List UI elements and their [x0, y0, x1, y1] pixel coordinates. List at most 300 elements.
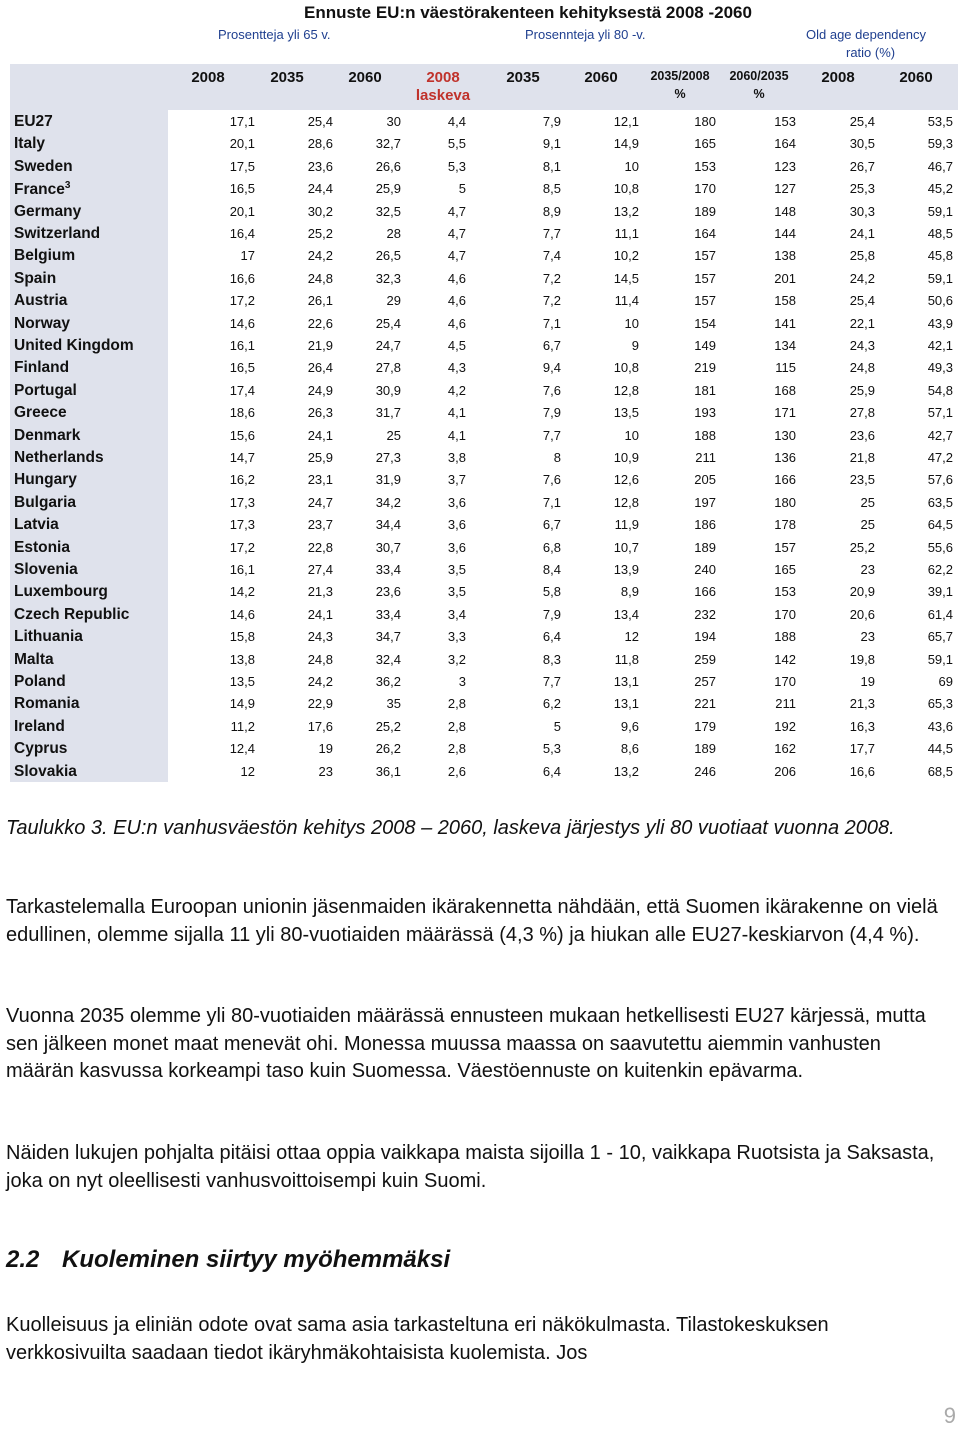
table-cell: 48,5	[927, 226, 953, 241]
table-cell: 157	[694, 293, 716, 309]
table-cell: 50,6	[927, 293, 953, 309]
table-cell: 19,8	[849, 651, 875, 667]
table-cell: 24,8	[307, 270, 333, 286]
country-name	[14, 449, 104, 467]
table-cell: 130	[774, 427, 796, 443]
group-label-65: Prosentteja yli 65 v.	[218, 27, 331, 42]
table-cell: 6,4	[542, 629, 561, 645]
table-cell: 23,6	[375, 584, 401, 600]
table-cell: 30,3	[849, 203, 875, 219]
table-cell: 6,7	[542, 338, 561, 353]
table-cell: 22,1	[849, 315, 875, 331]
table-cell: 16,5	[229, 181, 255, 197]
table-cell: 16,1	[229, 562, 255, 577]
table-cell: 165	[694, 136, 716, 152]
table-cell: 8,6	[620, 741, 639, 757]
table-row	[10, 715, 958, 737]
table-cell: 3,6	[447, 539, 466, 555]
table-cell: 42,1	[927, 338, 953, 353]
table-cell: 26,5	[375, 248, 401, 264]
table-cell: 17,2	[229, 539, 255, 555]
table-cell: 4,7	[447, 203, 466, 219]
country-label: Slovenia	[14, 561, 78, 578]
table-cell: 65,7	[927, 629, 953, 645]
table-cell: 24,2	[849, 270, 875, 286]
table-cell: 7,1	[542, 315, 561, 331]
table-cell: 7,4	[542, 248, 561, 264]
country-label: Portugal	[14, 381, 77, 399]
table-cell: 115	[775, 360, 796, 376]
country-name	[14, 651, 54, 669]
table-cell: 12,6	[613, 472, 639, 488]
column-header-5	[493, 66, 553, 110]
table-cell: 17,3	[229, 494, 255, 510]
table-cell: 5,3	[447, 158, 466, 174]
table-cell: 25,4	[307, 114, 333, 129]
table-cell: 10,2	[613, 248, 639, 264]
section-heading	[6, 1246, 450, 1274]
table-cell: 5,5	[447, 136, 466, 152]
table-cell: 12,8	[613, 382, 639, 398]
column-header-9	[808, 66, 868, 110]
table-row	[10, 558, 958, 580]
table-cell: 13,5	[613, 405, 639, 421]
table-cell: 25,3	[849, 181, 875, 197]
table-cell: 153	[774, 584, 796, 600]
country-label: Norway	[14, 314, 70, 332]
table-cell: 24,1	[307, 606, 333, 622]
table-cell: 2,8	[447, 741, 466, 757]
country-name	[14, 516, 59, 534]
country-label: Luxembourg	[14, 583, 108, 601]
country-label: Latvia	[14, 516, 59, 534]
table-cell: 25,2	[849, 539, 875, 555]
table-cell: 33,4	[375, 606, 401, 622]
table-cell: 4,1	[447, 427, 466, 443]
table-cell: 188	[694, 427, 716, 443]
group-label-80: Prosennteja yli 80 -v.	[525, 27, 646, 42]
table-cell: 7,9	[542, 606, 561, 622]
table-cell: 23,1	[307, 472, 333, 488]
table-row	[10, 760, 958, 782]
country-label: Czech Republic	[14, 605, 130, 623]
table-cell: 6,2	[542, 696, 561, 712]
country-label: Lithuania	[14, 628, 83, 646]
table-cell: 179	[694, 718, 716, 734]
table-cell: 6,4	[542, 763, 561, 779]
table-cell: 62,2	[927, 562, 953, 577]
table-cell: 186	[694, 517, 716, 533]
table-cell: 138	[774, 248, 796, 264]
table-cell: 43,9	[927, 315, 953, 331]
table-cell: 21,3	[307, 584, 333, 600]
table-cell: 164	[774, 136, 796, 152]
table-cell: 154	[694, 315, 716, 331]
table-cell: 16,3	[849, 718, 875, 734]
country-name	[14, 606, 129, 624]
table-row	[10, 200, 958, 222]
table-cell: 25,9	[307, 450, 333, 465]
country-label: Malta	[14, 650, 54, 668]
table-cell: 24,8	[849, 360, 875, 376]
table-cell: 17,2	[229, 293, 255, 309]
country-label: Austria	[14, 292, 68, 310]
table-cell: 158	[774, 293, 796, 309]
table-cell: 16,2	[229, 472, 255, 488]
table-cell: 23,6	[849, 427, 875, 443]
table-cell: 49,3	[927, 360, 953, 376]
country-name	[14, 427, 80, 445]
table-cell: 27,4	[307, 562, 333, 577]
table-title: Ennuste EU:n väestörakenteen kehityksestä 2008 -2060	[304, 3, 752, 22]
country-name	[14, 315, 70, 333]
paragraph-1: Tarkastelemalla Euroopan unionin jäsenmaiden ikärakennetta nähdään, että Suomen ikärakenne on vielä edullinen, olemme sijalla 11 yli 80-vuotiaiden määrässä (4,3 %) ja hiukan alle EU27-keskiarvon (4,4 %).	[6, 896, 938, 946]
table-cell: 14,6	[229, 606, 255, 622]
table-cell: 25,8	[849, 248, 875, 264]
footnote-marker: 3	[64, 180, 71, 192]
table-cell: 15,8	[229, 629, 255, 645]
table-cell: 144	[774, 226, 796, 241]
country-label: Cyprus	[14, 740, 68, 758]
table-cell: 165	[774, 562, 796, 577]
country-name	[14, 359, 69, 377]
table-caption: Taulukko 3. EU:n vanhusväestön kehitys 2008 – 2060, laskeva järjestys yli 80 vuotiaat vuonna 2008.	[6, 817, 895, 839]
table-cell: 24,2	[307, 674, 333, 689]
table-row	[10, 648, 958, 670]
country-name	[14, 203, 81, 221]
section-number: 2.2	[6, 1246, 40, 1273]
table-cell: 16,5	[229, 360, 255, 376]
table-cell: 26,2	[375, 741, 401, 757]
country-name	[14, 113, 53, 131]
country-name	[14, 404, 67, 422]
table-cell: 10	[624, 427, 639, 443]
paragraph-3: Näiden lukujen pohjalta pitäisi ottaa oppia vaikkapa maista sijoilla 1 - 10, vaikkapa Ruotsista ja Saksasta, joka on nyt oleellisesti vanhusvoittoisempi kuin Suomi.	[6, 1142, 935, 1192]
table-cell: 3,5	[447, 584, 466, 600]
table-cell: 189	[694, 741, 716, 757]
table-cell: 24,7	[307, 494, 333, 510]
country-name	[14, 740, 67, 758]
table-cell: 46,7	[927, 158, 953, 174]
table-cell: 59,1	[927, 651, 953, 667]
table-cell: 3,6	[447, 494, 466, 510]
table-cell: 13,1	[613, 696, 639, 712]
table-cell: 180	[694, 114, 716, 129]
column-header-year: 2008	[191, 69, 225, 86]
table-cell: 2,6	[447, 763, 466, 779]
table-cell: 153	[774, 114, 796, 129]
table-cell: 14,5	[613, 270, 639, 286]
table-row	[10, 491, 958, 513]
column-header-3	[335, 66, 395, 110]
table-cell: 9	[631, 338, 639, 353]
table-row	[10, 267, 958, 289]
country-name	[14, 270, 56, 288]
table-cell: 3,7	[447, 472, 466, 488]
table-cell: 20,9	[849, 584, 875, 600]
table-cell: 24,2	[307, 248, 333, 264]
country-label: Spain	[14, 269, 57, 287]
table-header-row	[10, 66, 958, 110]
table-cell: 30,9	[375, 382, 401, 398]
country-name	[14, 583, 108, 601]
table-cell: 55,6	[927, 539, 953, 555]
table-cell: 33,4	[375, 562, 401, 577]
table-cell: 10	[624, 158, 639, 174]
table-cell: 25,9	[375, 181, 401, 197]
table-row	[10, 625, 958, 647]
table-cell: 194	[694, 629, 716, 645]
table-cell: 4,6	[447, 293, 466, 309]
table-cell: 9,6	[620, 718, 639, 734]
table-cell: 17,7	[849, 741, 875, 757]
table-cell: 189	[694, 203, 716, 219]
table-cell: 14,9	[613, 136, 639, 152]
country-name	[14, 539, 70, 557]
column-header-4	[408, 66, 478, 110]
country-label: Finland	[14, 359, 70, 377]
table-cell: 10,7	[613, 539, 639, 555]
table-cell: 246	[694, 763, 716, 779]
table-cell: 4,1	[447, 405, 466, 421]
table-cell: 25	[386, 427, 401, 443]
table-cell: 149	[694, 338, 716, 353]
table-cell: 3,4	[447, 606, 466, 622]
table-cell: 4,5	[447, 338, 466, 353]
table-cell: 18,6	[229, 405, 255, 421]
table-cell: 7,6	[542, 382, 561, 398]
table-cell: 193	[694, 405, 716, 421]
table-cell: 17	[240, 248, 255, 264]
table-cell: 42,7	[927, 427, 953, 443]
table-cell: 12,8	[613, 494, 639, 510]
table-cell: 53,5	[927, 114, 953, 129]
country-label: Switzerland	[14, 225, 101, 242]
table-cell: 16,1	[229, 338, 255, 353]
table-cell: 17,4	[229, 382, 255, 398]
table-row	[10, 446, 958, 468]
table-cell: 134	[774, 338, 796, 353]
country-label: United Kingdom	[14, 337, 134, 354]
table-cell: 13,8	[229, 651, 255, 667]
table-cell: 20,6	[849, 606, 875, 622]
table-cell: 192	[774, 718, 796, 734]
table-cell: 3,5	[447, 562, 466, 577]
table-cell: 23	[860, 562, 875, 577]
table-cell: 11,2	[230, 718, 255, 734]
table-cell: 28,6	[307, 136, 333, 152]
table-cell: 14,9	[229, 696, 255, 712]
table-cell: 34,7	[375, 629, 401, 645]
table-cell: 29	[386, 293, 401, 309]
column-header-6	[571, 66, 631, 110]
table-cell: 12,1	[613, 114, 639, 129]
table-cell: 57,6	[927, 472, 953, 488]
table-cell: 24,3	[849, 338, 875, 353]
table-cell: 44,5	[927, 741, 953, 757]
table-cell: 26,4	[307, 360, 333, 376]
table-row	[10, 692, 958, 714]
table-cell: 61,4	[927, 606, 953, 622]
table-cell: 170	[774, 674, 796, 689]
country-label: Estonia	[14, 538, 70, 556]
column-header-year: 2060	[899, 69, 933, 86]
table-cell: 26,7	[849, 158, 875, 174]
table-cell: 211	[695, 450, 716, 465]
table-cell: 4,6	[447, 315, 466, 331]
paragraph-4: Kuolleisuus ja eliniän odote ovat sama asia tarkasteltuna eri näkökulmasta. Tilastokeskuksen verkkosivuilta saadaan tiedot ikäryhmäkohtaisista kuolemista. Jos	[6, 1314, 829, 1364]
table-cell: 20,1	[229, 136, 255, 152]
table-cell: 34,2	[375, 494, 401, 510]
table-cell: 4,7	[447, 226, 466, 241]
table-cell: 25,4	[849, 293, 875, 309]
column-header-10	[886, 66, 946, 110]
table-cell: 4,7	[447, 248, 466, 264]
table-row	[10, 155, 958, 177]
table-row	[10, 670, 958, 692]
country-name	[14, 673, 66, 691]
column-header-2	[257, 66, 317, 110]
column-header-year: 2035	[270, 69, 304, 86]
table-row	[10, 177, 958, 199]
country-name	[14, 763, 77, 781]
table-cell: 19	[860, 674, 875, 689]
column-header-1	[178, 66, 238, 110]
table-cell: 24,7	[375, 338, 401, 353]
table-cell: 6,8	[542, 539, 561, 555]
table-cell: 8,9	[620, 584, 639, 600]
table-cell: 25,4	[375, 315, 401, 331]
table-cell: 35	[386, 696, 401, 712]
country-name	[14, 158, 73, 176]
section-title: Kuoleminen siirtyy myöhemmäksi	[62, 1246, 451, 1273]
table-row	[10, 424, 958, 446]
table-cell: 170	[694, 181, 716, 197]
country-name	[14, 292, 67, 310]
table-cell: 69	[938, 674, 953, 689]
table-cell: 4,3	[447, 360, 466, 376]
table-cell: 240	[694, 562, 716, 577]
table-cell: 148	[774, 203, 796, 219]
table-cell: 13,2	[613, 763, 639, 779]
table-cell: 157	[694, 270, 716, 286]
table-cell: 157	[694, 248, 716, 264]
table-cell: 54,8	[927, 382, 953, 398]
table-cell: 45,8	[927, 248, 953, 264]
table-cell: 43,6	[927, 718, 953, 734]
table-cell: 24,8	[307, 651, 333, 667]
country-name	[14, 180, 70, 199]
table-cell: 65,3	[927, 696, 953, 712]
country-label: Denmark	[14, 426, 81, 444]
table-cell: 23	[860, 629, 875, 645]
table-row	[10, 513, 958, 535]
table-cell: 30,5	[849, 136, 875, 152]
table-row	[10, 222, 958, 244]
table-cell: 21,9	[307, 338, 333, 353]
table-cell: 10,8	[613, 360, 639, 376]
table-cell: 25	[860, 494, 875, 510]
table-cell: 205	[694, 472, 716, 488]
table-cell: 34,4	[375, 517, 401, 533]
table-cell: 17,3	[229, 517, 255, 533]
table-cell: 25,2	[307, 226, 333, 241]
table-cell: 162	[774, 741, 796, 757]
column-header-year: 2035/2008	[650, 69, 710, 83]
column-header-year: 2008	[426, 69, 460, 86]
table-cell: 59,3	[927, 136, 953, 152]
table-cell: 32,7	[375, 136, 401, 152]
table-cell: 27,3	[375, 450, 401, 465]
table-cell: 31,7	[375, 405, 401, 421]
country-label: Germany	[14, 202, 82, 220]
table-cell: 3,2	[447, 651, 466, 667]
table-cell: 8,5	[542, 181, 561, 197]
country-name	[14, 382, 77, 400]
table-cell: 232	[694, 606, 716, 622]
table-cell: 17,5	[229, 158, 255, 174]
table-cell: 26,6	[375, 158, 401, 174]
table-row	[10, 312, 958, 334]
country-label: Greece	[14, 404, 67, 422]
table-cell: 7,1	[542, 494, 561, 510]
table-cell: 221	[694, 696, 716, 712]
table-cell: 259	[694, 651, 716, 667]
table-cell: 11,4	[614, 293, 639, 309]
table-row	[10, 468, 958, 490]
table-cell: 30	[386, 114, 401, 129]
table-cell: 39,1	[927, 584, 953, 600]
table-row	[10, 401, 958, 423]
table-cell: 8,4	[542, 562, 561, 577]
table-cell: 2,8	[447, 696, 466, 712]
table-cell: 21,3	[849, 696, 875, 712]
table-cell: 166	[694, 584, 716, 600]
table-cell: 68,5	[927, 763, 953, 779]
table-cell: 170	[774, 606, 796, 622]
country-label: Romania	[14, 695, 80, 713]
table-cell: 57,1	[927, 405, 953, 421]
table-cell: 3	[458, 674, 466, 689]
table-cell: 24,9	[307, 382, 333, 398]
country-label: Italy	[14, 135, 46, 153]
table-cell: 7,7	[542, 674, 561, 689]
table-cell: 23	[318, 763, 333, 779]
group-label-oadr-1: Old age dependency	[806, 27, 926, 42]
table-cell: 178	[774, 517, 796, 533]
table-cell: 32,3	[375, 270, 401, 286]
country-name	[14, 247, 75, 265]
column-header-sub: %	[753, 87, 765, 101]
table-cell: 24,4	[307, 181, 333, 197]
table-cell: 3,6	[447, 517, 466, 533]
table-cell: 25	[860, 517, 875, 533]
table-cell: 141	[774, 315, 796, 331]
table-cell: 8,3	[542, 651, 561, 667]
country-label: Bulgaria	[14, 493, 77, 511]
table-cell: 5,3	[542, 741, 561, 757]
country-name	[14, 225, 100, 243]
table-cell: 17,6	[307, 718, 333, 734]
table-cell: 47,2	[927, 450, 953, 465]
table-cell: 26,3	[307, 405, 333, 421]
table-cell: 211	[775, 696, 796, 712]
table-cell: 9,4	[542, 360, 561, 376]
column-header-year: 2060/2035	[729, 69, 789, 83]
table-cell: 14,6	[229, 315, 255, 331]
table-cell: 8	[553, 450, 561, 465]
table-cell: 17,1	[229, 114, 255, 129]
